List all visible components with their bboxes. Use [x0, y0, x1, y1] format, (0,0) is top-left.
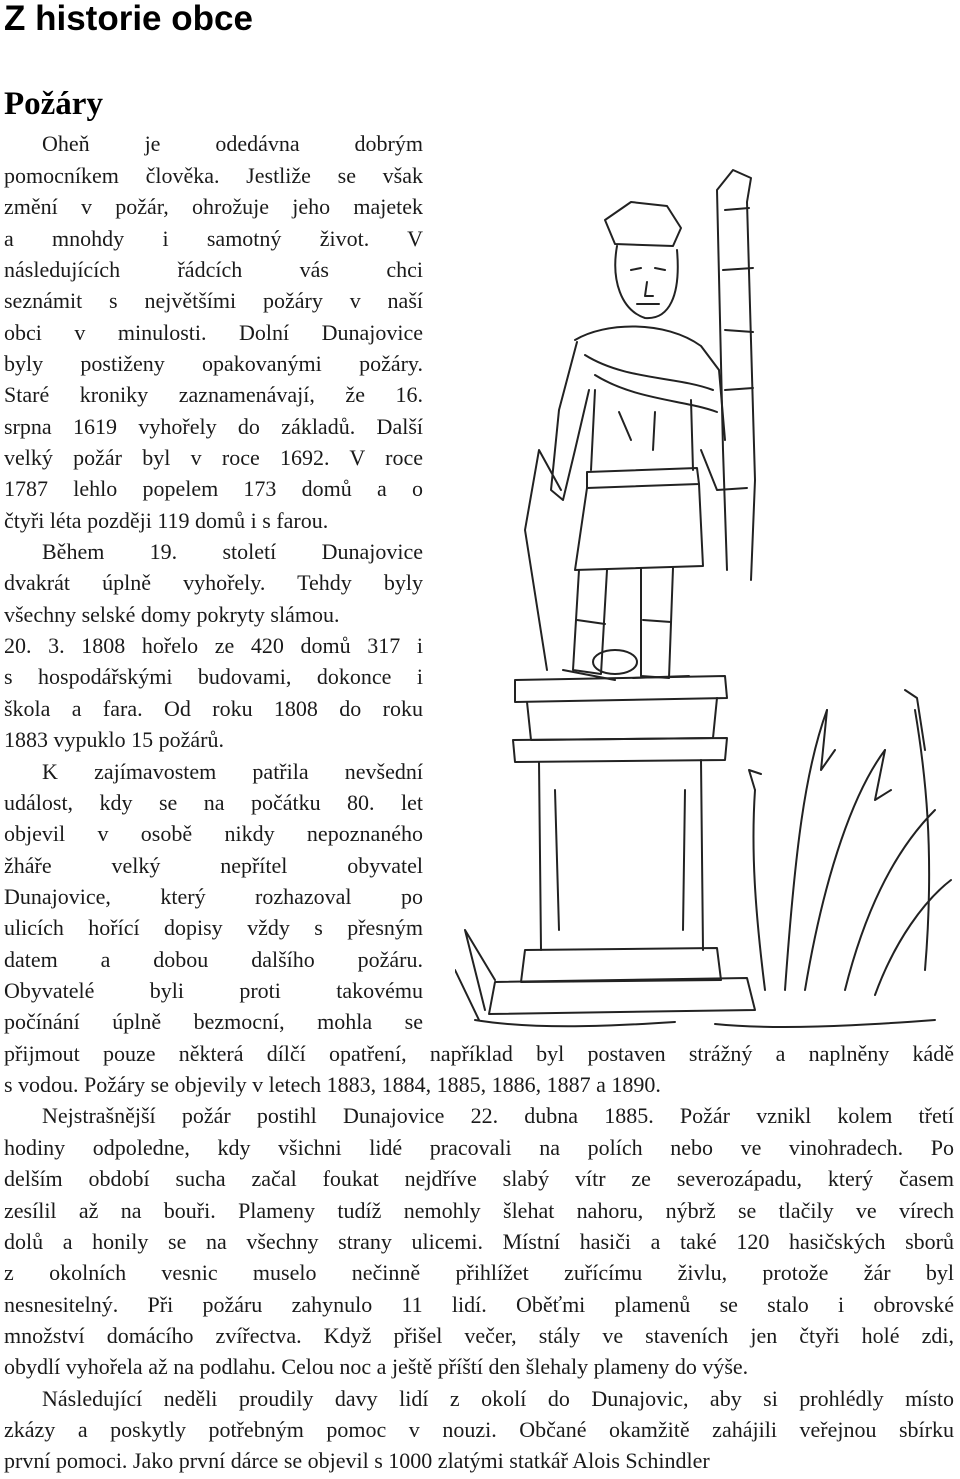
- text-line: žháře velký nepřítel obyvatel: [4, 853, 423, 878]
- text-line: K zajímavostem patřila nevšední: [42, 759, 423, 784]
- text-line: Následující neděli proudily davy lidí z okolí do Dunajovic, aby si prohlédly místo: [42, 1386, 954, 1411]
- text-line: delším období sucha začal foukat nejdříve slabý vítr ze severozápadu, který časem: [4, 1166, 954, 1191]
- text-line: událost, kdy se na počátku 80. let: [4, 790, 423, 815]
- text-line: změní v požár, ohrožuje jeho majetek: [4, 194, 423, 219]
- text-line: Během 19. století Dunajovice: [42, 539, 423, 564]
- saint-florian-statue-sketch-icon: [455, 150, 955, 1050]
- text-line: první pomoci. Jako první dárce se objevil s 1000 zlatými statkář Alois Schindler: [4, 1448, 710, 1473]
- text-line: následujících řádcích vás chci: [4, 257, 423, 282]
- statue-illustration: [455, 150, 955, 1050]
- text-line: byly postiženy opakovanými požáry.: [4, 351, 423, 376]
- text-line: srpna 1619 vyhořely do základů. Další: [4, 414, 423, 439]
- text-line: množství domácího zvířectva. Když přišel večer, stály ve staveních jen čtyři holé zdi,: [4, 1323, 954, 1348]
- text-line: objevil v osobě nikdy nepoznaného: [4, 821, 423, 846]
- text-line: 1787 lehlo popelem 173 domů a o: [4, 476, 423, 501]
- text-line: obydlí vyhořela až na podlahu. Celou noc a ještě příští den šlehaly plameny do výše.: [4, 1354, 749, 1379]
- text-line: dvakrát úplně vyhořely. Tehdy byly: [4, 570, 423, 595]
- text-line: Staré kroniky zaznamenávají, že 16.: [4, 382, 423, 407]
- text-line: 20. 3. 1808 hořelo ze 420 domů 317 i: [4, 633, 423, 658]
- text-line: přijmout pouze některá dílčí opatření, například byl postaven strážný a naplněny kádě: [4, 1041, 954, 1066]
- text-line: s hospodářskými budovami, dokonce i: [4, 664, 423, 689]
- text-line: 1883 vypuklo 15 požárů.: [4, 727, 224, 752]
- section-heading: Požáry: [4, 86, 103, 122]
- text-line: zesílil až na bouři. Plameny tudíž nemohly šlehat nahoru, nýbrž se tlačily ve vírech: [4, 1198, 954, 1223]
- text-line: nesnesitelný. Při požáru zahynulo 11 lidí. Oběťmi plamenů se stalo i obrovské: [4, 1292, 954, 1317]
- text-line: Dunajovice, který rozhazoval po: [4, 884, 423, 909]
- text-line: Obyvatelé byli proti takovému: [4, 978, 423, 1003]
- text-line: zkázy a poskytly potřebným pomoc v nouzi. Občané okamžitě zahájili veřejnou sbírku: [4, 1417, 954, 1442]
- text-line: všechny selské domy pokryty slámou.: [4, 602, 340, 627]
- text-line: Oheň je odedávna dobrým: [42, 131, 423, 156]
- text-line: pomocníkem člověka. Jestliže se však: [4, 163, 423, 188]
- text-line: ulicích hořící dopisy vždy s přesným: [4, 915, 423, 940]
- text-line: s vodou. Požáry se objevily v letech 1883, 1884, 1885, 1886, 1887 a 1890.: [4, 1072, 661, 1097]
- text-line: škola a fara. Od roku 1808 do roku: [4, 696, 423, 721]
- text-line: obci v minulosti. Dolní Dunajovice: [4, 320, 423, 345]
- text-line: Nejstrašnější požár postihl Dunajovice 22. dubna 1885. Požár vznikl kolem třetí: [42, 1103, 954, 1128]
- text-line: dolů a honily se na všechny strany ulicemi. Místní hasiči a také 120 hasičských sborů: [4, 1229, 954, 1254]
- text-line: velký požár byl v roce 1692. V roce: [4, 445, 423, 470]
- text-line: počínání úplně bezmocní, mohla se: [4, 1009, 423, 1034]
- text-line: hodiny odpoledne, kdy všichni lidé pracovali na polích nebo ve vinohradech. Po: [4, 1135, 954, 1160]
- text-line: a mnohdy i samotný život. V: [4, 226, 423, 251]
- text-line: seznámit s největšími požáry v naší: [4, 288, 423, 313]
- text-line: čtyři léta později 119 domů i s farou.: [4, 508, 329, 533]
- text-line: z okolních vesnic muselo nečinně přihlížet zuřícímu živlu, protože žár byl: [4, 1260, 954, 1285]
- page-title: Z historie obce: [4, 0, 253, 38]
- text-line: datem a dobou dalšího požáru.: [4, 947, 423, 972]
